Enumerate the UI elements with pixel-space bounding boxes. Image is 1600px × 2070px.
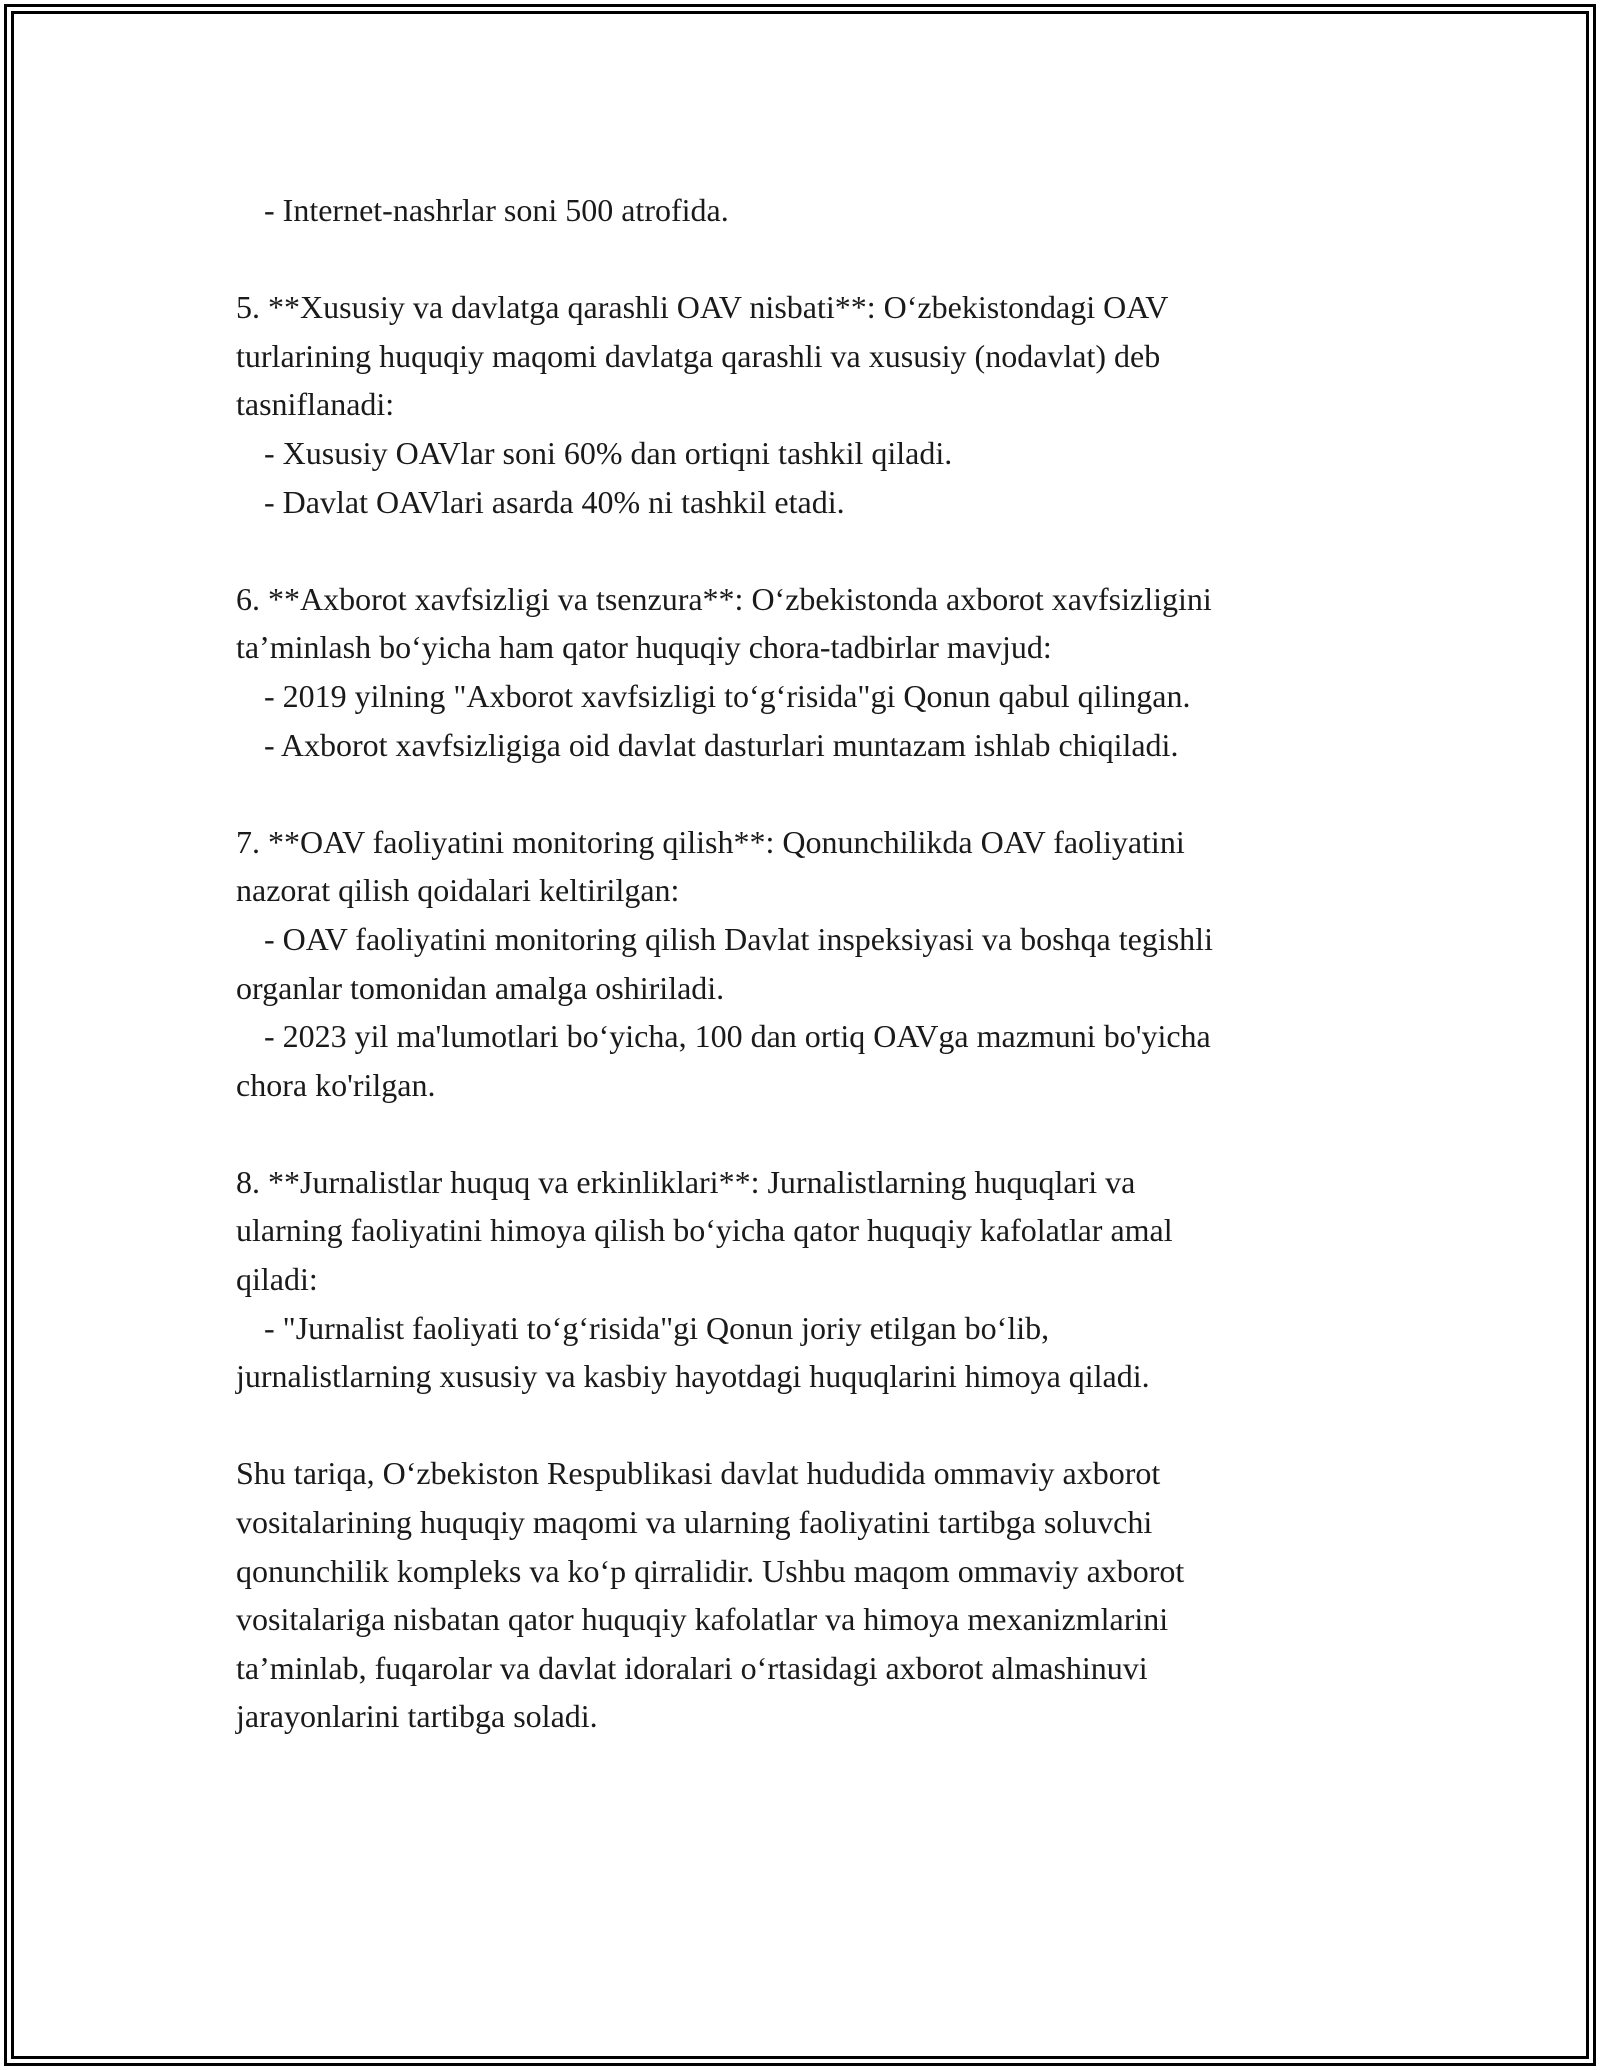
section-line: 6. **Axborot xavfsizligi va tsenzura**: O‘zbekistonda axborot xavfsizligini <box>236 580 1212 617</box>
section-line: tasniflanadi: <box>236 386 395 423</box>
bullet-line: - "Jurnalist faoliyati to‘g‘risida"gi Qonun joriy etilgan bo‘lib, <box>264 1309 1050 1346</box>
section-5 <box>236 283 1376 429</box>
section-6-bullet-2 <box>236 721 1376 770</box>
section-5-bullet-1 <box>236 429 1376 478</box>
conclusion-line: vositalariga nisbatan qator huquqiy kafolatlar va himoya mexanizmlarini <box>236 1601 1169 1638</box>
section-8 <box>236 1158 1376 1304</box>
conclusion-line: jarayonlarini tartibga soladi. <box>236 1698 598 1735</box>
conclusion-line: Shu tariqa, O‘zbekiston Respublikasi davlat hududida ommaviy axborot <box>236 1455 1161 1492</box>
bullet-continuation: chora ko'rilgan. <box>236 1066 436 1103</box>
bullet-line: - Axborot xavfsizligiga oid davlat dasturlari muntazam ishlab chiqiladi. <box>264 726 1179 763</box>
section-7-bullet-1 <box>236 915 1376 1012</box>
section-line: 5. **Xususiy va davlatga qarashli OAV nisbati**: O‘zbekistondagi OAV <box>236 289 1169 326</box>
section-7-bullet-2 <box>236 1012 1376 1109</box>
bullet-line: - 2019 yilning "Axborot xavfsizligi to‘g‘risida"gi Qonun qabul qilingan. <box>264 677 1191 714</box>
document-body <box>236 186 1376 1741</box>
section-line: 8. **Jurnalistlar huquq va erkinliklari**: Jurnalistlarning huquqlari va <box>236 1163 1136 1200</box>
paragraph-gap <box>236 526 1376 575</box>
bullet-line: - Xususiy OAVlar soni 60% dan ortiqni tashkil qiladi. <box>264 434 953 471</box>
paragraph-gap <box>236 1401 1376 1450</box>
intro-bullet <box>236 186 1376 235</box>
conclusion-line: qonunchilik kompleks va ko‘p qirralidir. Ushbu maqom ommaviy axborot <box>236 1552 1185 1589</box>
section-8-bullet-1 <box>236 1304 1376 1401</box>
section-5-bullet-2 <box>236 478 1376 527</box>
section-7 <box>236 818 1376 915</box>
paragraph-gap <box>236 769 1376 818</box>
bullet-continuation: jurnalistlarning xususiy va kasbiy hayotdagi huquqlarini himoya qiladi. <box>236 1358 1150 1395</box>
bullet-line: - Internet-nashrlar soni 500 atrofida. <box>264 192 729 228</box>
bullet-continuation: organlar tomonidan amalga oshiriladi. <box>236 969 725 1006</box>
paragraph-gap <box>236 235 1376 284</box>
section-6 <box>236 575 1376 672</box>
bullet-line: - Davlat OAVlari asarda 40% ni tashkil etadi. <box>264 483 845 520</box>
bullet-line: - OAV faoliyatini monitoring qilish Davlat inspeksiyasi va boshqa tegishli <box>264 920 1213 957</box>
section-line: ularning faoliyatini himoya qilish bo‘yicha qator huquqiy kafolatlar amal <box>236 1212 1173 1249</box>
conclusion-line: ta’minlab, fuqarolar va davlat idoralari o‘rtasidagi axborot almashinuvi <box>236 1649 1148 1686</box>
section-6-bullet-1 <box>236 672 1376 721</box>
section-line: qiladi: <box>236 1261 318 1298</box>
section-line: ta’minlash bo‘yicha ham qator huquqiy chora-tadbirlar mavjud: <box>236 629 1052 666</box>
conclusion-paragraph <box>236 1449 1376 1741</box>
paragraph-gap <box>236 1109 1376 1158</box>
conclusion-line: vositalarining huquqiy maqomi va ularning faoliyatini tartibga soluvchi <box>236 1504 1153 1541</box>
section-line: nazorat qilish qoidalari keltirilgan: <box>236 872 680 909</box>
section-line: 7. **OAV faoliyatini monitoring qilish**: Qonunchilikda OAV faoliyatini <box>236 823 1185 860</box>
section-line: turlarining huquqiy maqomi davlatga qarashli va xususiy (nodavlat) deb <box>236 337 1161 374</box>
bullet-line: - 2023 yil ma'lumotlari bo‘yicha, 100 dan ortiq OAVga mazmuni bo'yicha <box>264 1018 1211 1055</box>
